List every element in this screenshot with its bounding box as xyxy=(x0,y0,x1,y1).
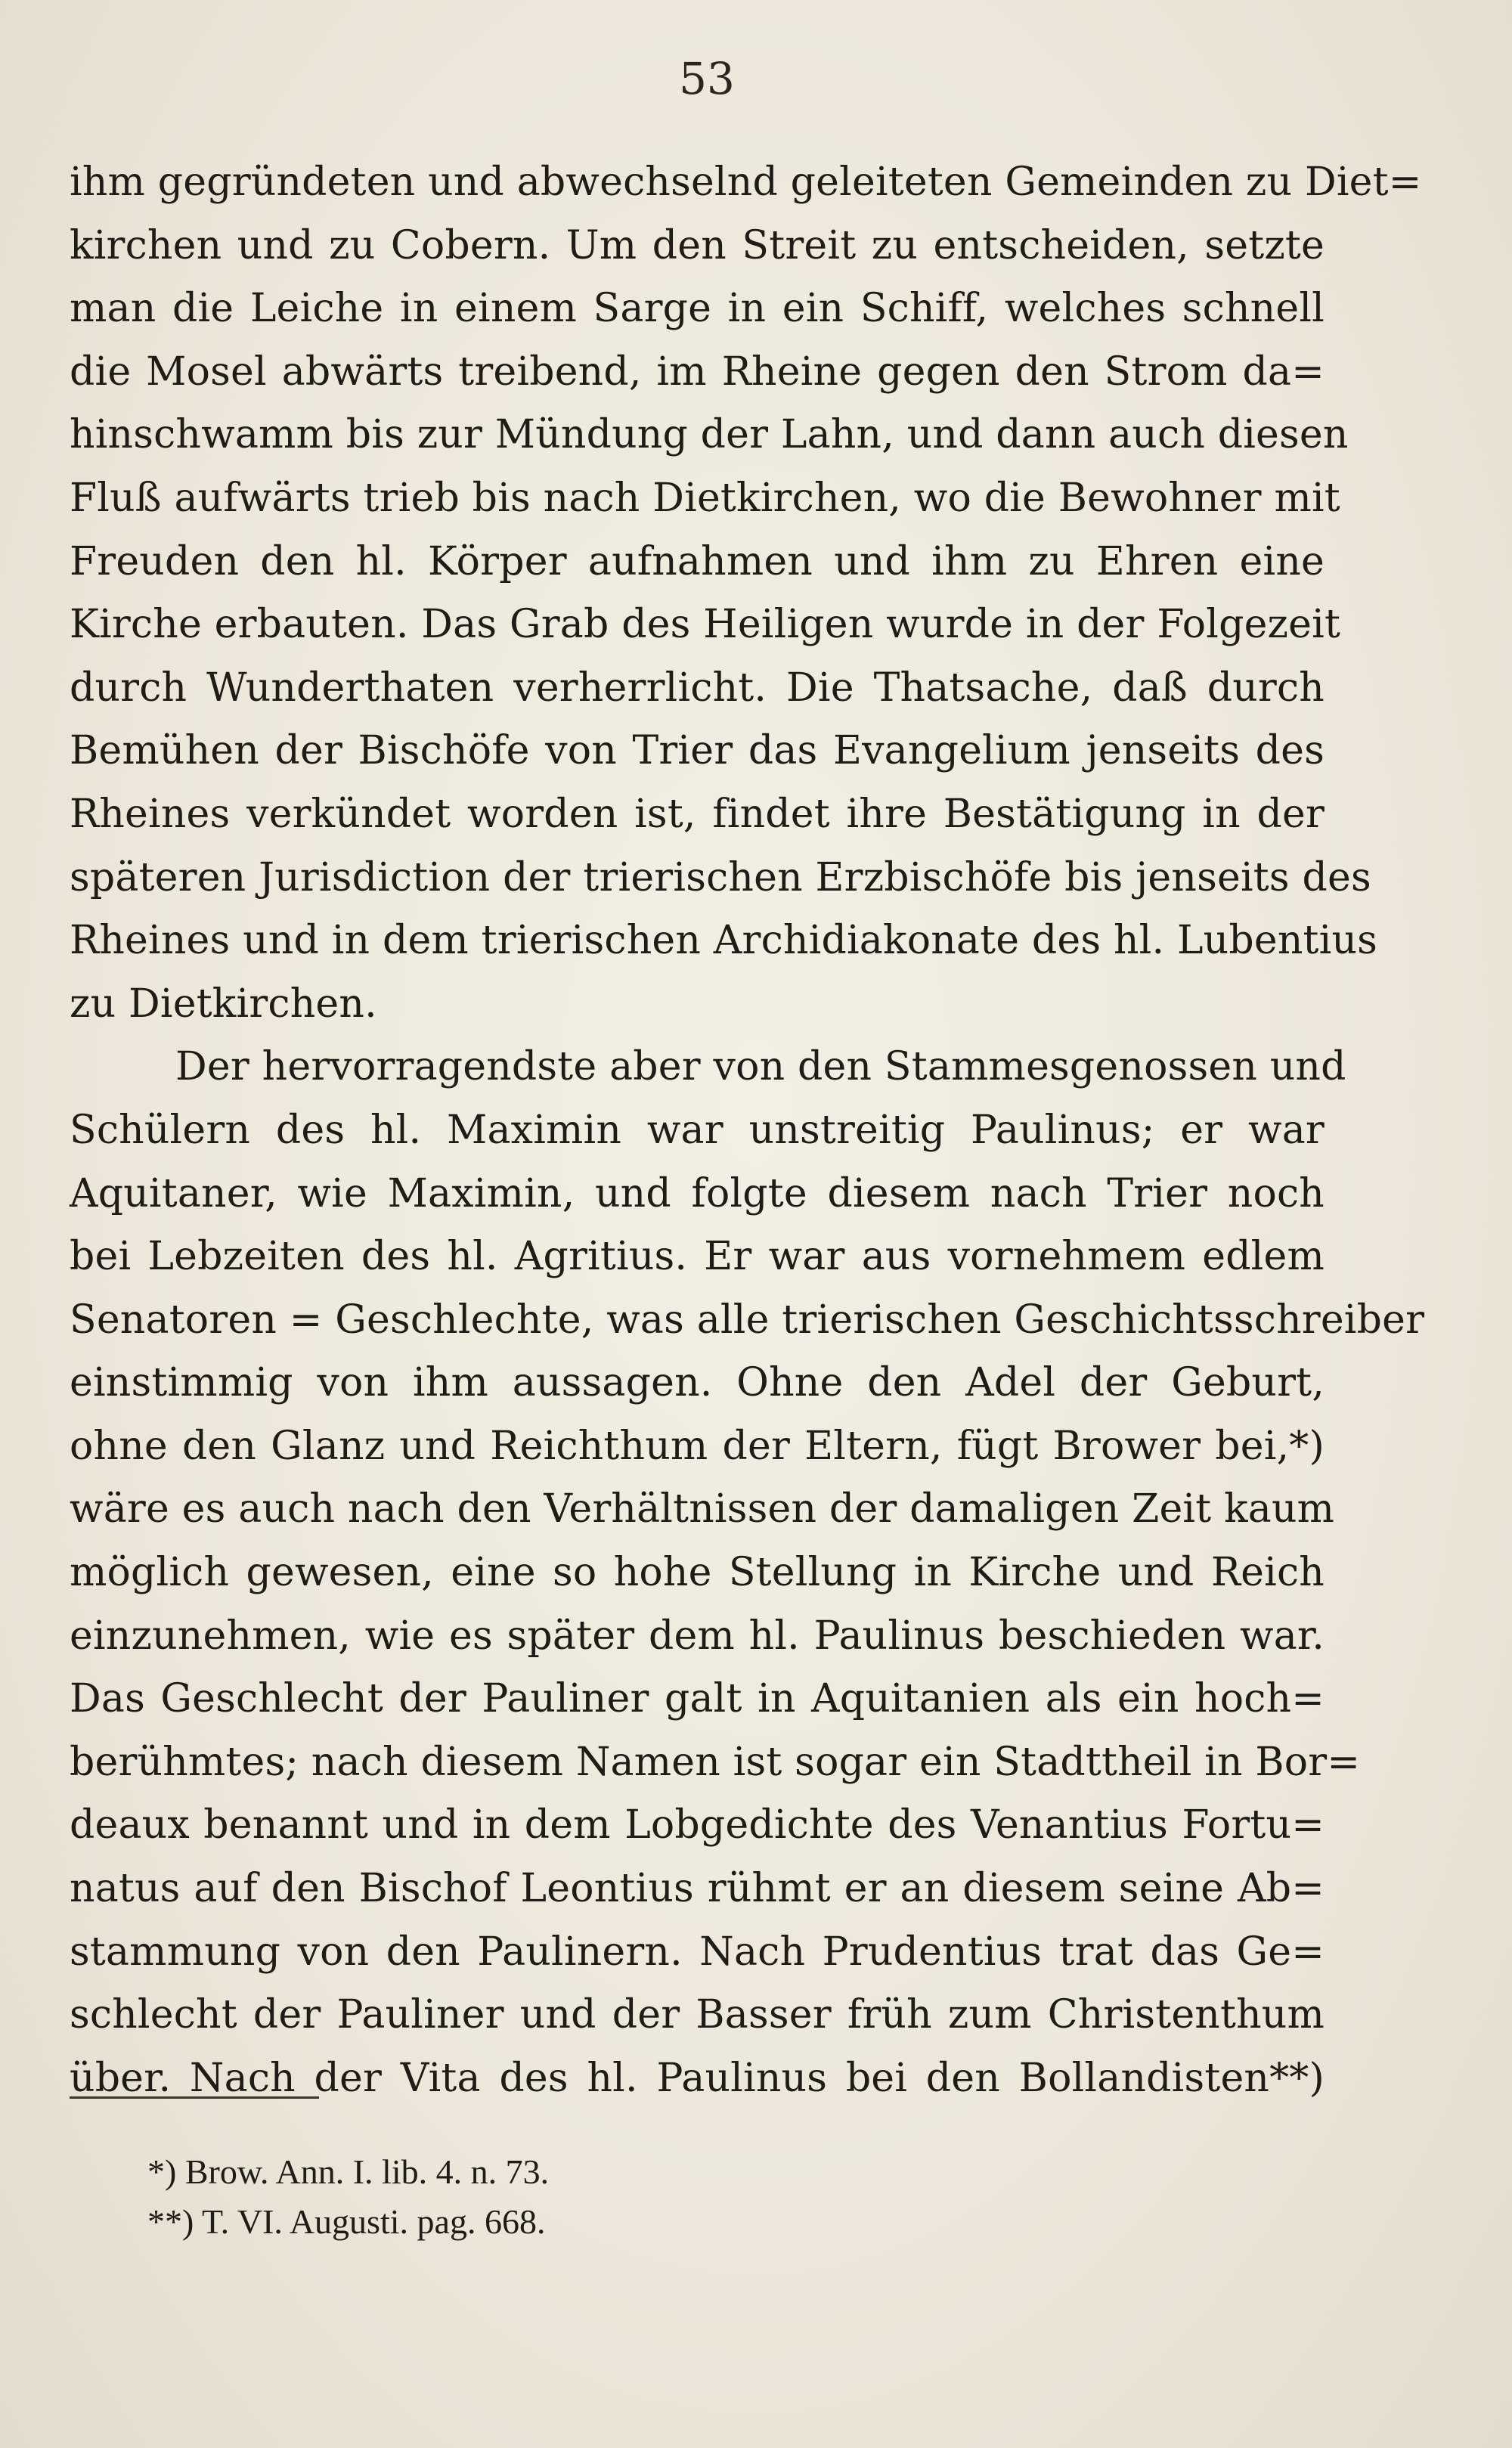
text-line: Schülern des hl. Maximin war unstreitig Paulinus; er war xyxy=(70,1107,1325,1153)
text-line: Kirche erbauten. Das Grab des Heiligen wurde in der Folgezeit xyxy=(70,602,1341,648)
text-line: Senatoren = Geschlechte, was alle trierischen Geschichtsschreiber xyxy=(70,1297,1425,1343)
text-line: durch Wunderthaten verherrlicht. Die Thatsache, daß durch xyxy=(70,665,1325,711)
footnote-divider xyxy=(70,2096,319,2099)
text-line: Bemühen der Bischöfe von Trier das Evangelium jenseits des xyxy=(70,728,1325,774)
text-line: Der hervorragendste aber von den Stammesgenossen und xyxy=(175,1044,1346,1090)
text-line: über. Nach der Vita des hl. Paulinus bei den Bollandisten**) xyxy=(70,2055,1325,2101)
text-line: kirchen und zu Cobern. Um den Streit zu entscheiden, setzte xyxy=(70,222,1325,268)
text-line: ihm gegründeten und abwechselnd geleiteten Gemeinden zu Diet= xyxy=(70,160,1422,205)
text-line: die Mosel abwärts treibend, im Rheine gegen den Strom da= xyxy=(70,349,1325,395)
footnote: **) T. VI. Augusti. pag. 668. xyxy=(147,2202,546,2241)
text-line: zu Dietkirchen. xyxy=(70,981,377,1027)
text-line: stammung von den Paulinern. Nach Prudentius trat das Ge= xyxy=(70,1929,1325,1975)
text-line: wäre es auch nach den Verhältnissen der damaligen Zeit kaum xyxy=(70,1486,1335,1532)
text-line: deaux benannt und in dem Lobgedichte des Venantius Fortu= xyxy=(70,1802,1325,1848)
text-line: einzunehmen, wie es später dem hl. Paulinus beschieden war. xyxy=(70,1613,1325,1659)
text-line: Fluß aufwärts trieb bis nach Dietkirchen, wo die Bewohner mit xyxy=(70,475,1340,521)
text-line: Das Geschlecht der Pauliner galt in Aquitanien als ein hoch= xyxy=(70,1676,1325,1722)
text-line: ohne den Glanz und Reichthum der Eltern, fügt Brower bei,*) xyxy=(70,1423,1325,1469)
footnote: *) Brow. Ann. I. lib. 4. n. 73. xyxy=(147,2152,550,2191)
text-line: schlecht der Pauliner und der Basser früh zum Christenthum xyxy=(70,1992,1325,2038)
text-line: man die Leiche in einem Sarge in ein Schiff, welches schnell xyxy=(70,286,1325,332)
body-text xyxy=(70,151,1425,2110)
footnotes xyxy=(147,2147,549,2247)
text-line: Freuden den hl. Körper aufnahmen und ihm zu Ehren eine xyxy=(70,538,1325,584)
text-line: einstimmig von ihm aussagen. Ohne den Adel der Geburt, xyxy=(70,1360,1325,1406)
text-line: bei Lebzeiten des hl. Agritius. Er war aus vornehmem edlem xyxy=(70,1234,1325,1280)
text-line: Rheines verkündet worden ist, findet ihre Bestätigung in der xyxy=(70,791,1325,837)
page-number: 53 xyxy=(679,53,735,104)
text-line: Rheines und in dem trierischen Archidiakonate des hl. Lubentius xyxy=(70,918,1378,964)
text-line: möglich gewesen, eine so hohe Stellung in Kirche und Reich xyxy=(70,1550,1325,1596)
text-line: späteren Jurisdiction der trierischen Erzbischöfe bis jenseits des xyxy=(70,854,1371,900)
text-line: hinschwamm bis zur Mündung der Lahn, und dann auch diesen xyxy=(70,412,1349,458)
text-line: natus auf den Bischof Leontius rühmt er an diesem seine Ab= xyxy=(70,1866,1325,1912)
text-line: berühmtes; nach diesem Namen ist sogar ein Stadttheil in Bor= xyxy=(70,1739,1361,1785)
text-line: Aquitaner, wie Maximin, und folgte diesem nach Trier noch xyxy=(70,1170,1325,1216)
